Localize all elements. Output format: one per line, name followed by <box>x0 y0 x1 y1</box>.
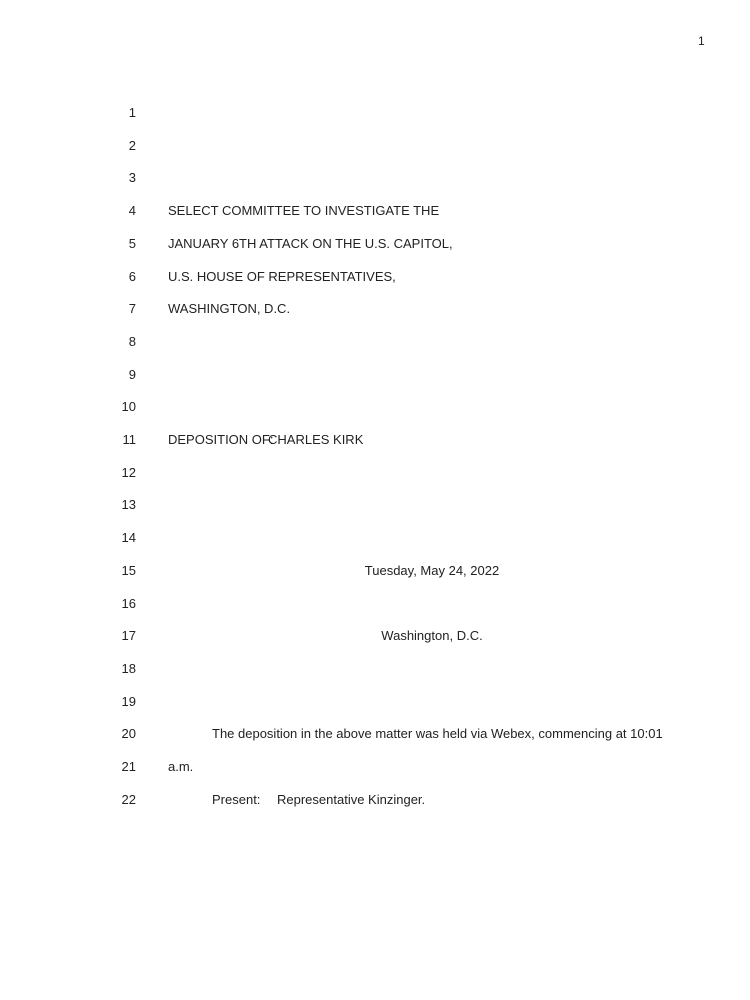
transcript-line <box>0 168 750 188</box>
line-number: 22 <box>121 791 136 807</box>
line-number: 8 <box>128 333 136 349</box>
transcript-line <box>0 659 750 679</box>
line-number: 14 <box>121 530 136 546</box>
line-number: 9 <box>128 366 136 382</box>
line-number: 2 <box>128 137 136 153</box>
transcript-line <box>0 626 750 646</box>
transcript-line <box>0 757 750 777</box>
line-number: 16 <box>121 595 136 611</box>
line-number: 12 <box>121 464 136 480</box>
line-text: Tuesday, May 24, 2022 <box>364 562 500 578</box>
transcript-line <box>0 234 750 254</box>
transcript-line <box>0 463 750 483</box>
transcript-line <box>0 594 750 614</box>
line-number: 1 <box>128 105 136 120</box>
line-text: SELECT COMMITTEE TO INVESTIGATE THE <box>168 203 440 219</box>
line-number: 17 <box>121 628 136 644</box>
line-text: Present: <box>212 791 261 807</box>
line-text: The deposition in the above matter was held via Webex, commencing at 10:01 <box>212 726 663 742</box>
transcript-line <box>0 724 750 744</box>
line-number: 19 <box>121 693 136 709</box>
line-number: 15 <box>121 562 136 578</box>
transcript-line <box>0 201 750 221</box>
transcript-line <box>0 267 750 287</box>
transcript-line <box>0 299 750 319</box>
transcript-line <box>0 397 750 417</box>
line-text: WASHINGTON, D.C. <box>168 301 291 317</box>
transcript-line <box>0 692 750 712</box>
line-text: DEPOSITION OF: <box>168 432 274 447</box>
line-number: 13 <box>121 497 136 513</box>
transcript-line <box>0 528 750 548</box>
line-number: 20 <box>121 726 136 742</box>
line-number: 10 <box>121 399 136 415</box>
line-tab-text: CHARLES KIRK <box>268 432 364 447</box>
transcript-line <box>0 790 750 810</box>
transcript-line <box>0 430 750 450</box>
transcript-line <box>0 495 750 515</box>
page-number: 1 <box>698 34 705 48</box>
transcript-line <box>0 103 750 123</box>
transcript-line <box>0 365 750 385</box>
transcript-line <box>0 136 750 156</box>
line-text: U.S. HOUSE OF REPRESENTATIVES, <box>168 268 396 284</box>
transcript-line <box>0 332 750 352</box>
line-number: 3 <box>128 170 136 186</box>
line-number: 21 <box>121 759 136 774</box>
line-number: 11 <box>122 432 136 447</box>
transcript-line <box>0 561 750 581</box>
line-number: 18 <box>121 660 136 676</box>
line-number: 6 <box>128 268 136 284</box>
line-text: JANUARY 6TH ATTACK ON THE U.S. CAPITOL, <box>168 235 453 251</box>
line-text: Washington, D.C. <box>381 628 483 644</box>
line-number: 5 <box>128 235 136 251</box>
line-number: 7 <box>128 301 136 317</box>
line-text: a.m. <box>168 759 194 774</box>
line-tab-text: Representative Kinzinger. <box>277 791 426 807</box>
line-number: 4 <box>128 203 136 219</box>
